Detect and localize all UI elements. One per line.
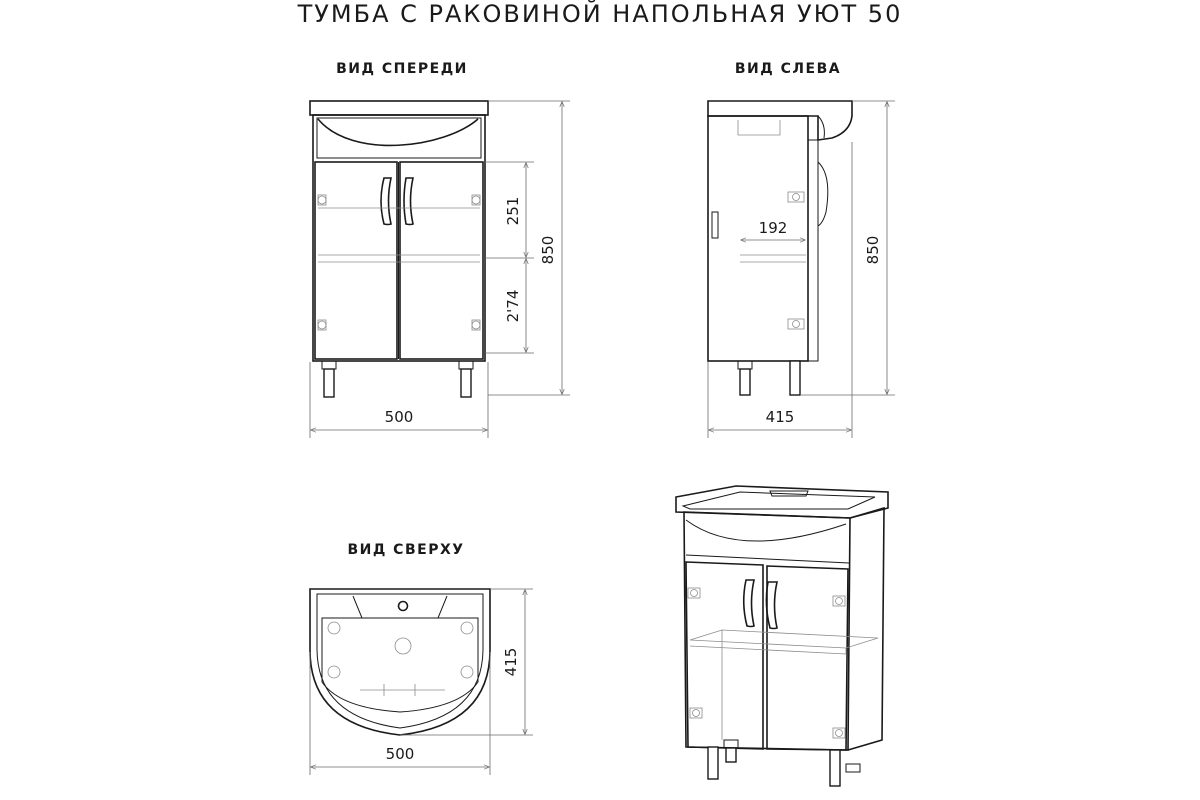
front-left-handle xyxy=(381,178,391,225)
iso-left-door xyxy=(686,562,763,749)
front-view-label: ВИД СПЕРЕДИ xyxy=(336,61,468,77)
left-cabinet-body xyxy=(708,116,808,361)
iso-cabinet-side xyxy=(848,508,884,750)
front-width-dim: 500 xyxy=(384,408,414,426)
front-right-door xyxy=(400,162,483,359)
iso-legs xyxy=(708,740,860,786)
top-depth-dim: 415 xyxy=(502,647,520,677)
iso-right-handle xyxy=(766,582,777,629)
front-legs xyxy=(322,361,473,397)
top-sink-outline xyxy=(310,589,490,735)
front-basin-curve xyxy=(318,119,478,145)
front-upper-dim: 251 xyxy=(504,196,522,226)
left-legs xyxy=(738,361,800,395)
drawing-title: ТУМБА С РАКОВИНОЙ НАПОЛЬНАЯ УЮТ 50 xyxy=(297,0,903,28)
front-drawer-panel xyxy=(317,118,481,158)
left-side-slot xyxy=(712,212,718,238)
left-depth-dim: 415 xyxy=(765,408,795,426)
top-tap-deck xyxy=(353,596,447,618)
top-view-label: ВИД СВЕРХУ xyxy=(347,542,465,558)
left-handle-profile xyxy=(818,162,828,226)
left-hidden-basin xyxy=(738,120,780,135)
top-sink-rim xyxy=(317,594,483,728)
front-right-handle xyxy=(404,178,413,225)
iso-left-handle xyxy=(744,580,754,627)
top-width-dim: 500 xyxy=(385,745,415,763)
front-sink-top xyxy=(310,101,488,115)
left-inner-dim: 192 xyxy=(758,219,788,237)
iso-sink-rim xyxy=(683,492,875,509)
isometric-view xyxy=(676,486,888,786)
left-height-dim: 850 xyxy=(864,235,882,265)
iso-right-door xyxy=(767,566,848,750)
top-view xyxy=(310,542,533,775)
front-lower-dim: 2'74 xyxy=(504,289,522,323)
top-tap-hole xyxy=(399,602,408,611)
left-door-thickness xyxy=(808,140,818,361)
top-drain xyxy=(395,638,411,654)
front-left-door xyxy=(315,162,397,359)
iso-drawer-line xyxy=(686,555,849,563)
left-hinges xyxy=(788,192,804,329)
left-sink-lip xyxy=(818,116,824,138)
front-height-dim: 850 xyxy=(539,235,557,265)
front-view xyxy=(310,61,570,438)
iso-basin-curve xyxy=(686,520,846,541)
left-view xyxy=(708,61,895,438)
left-view-label: ВИД СЛЕВА xyxy=(734,61,842,77)
top-basin xyxy=(322,618,478,712)
top-hidden-hinges xyxy=(328,622,473,696)
